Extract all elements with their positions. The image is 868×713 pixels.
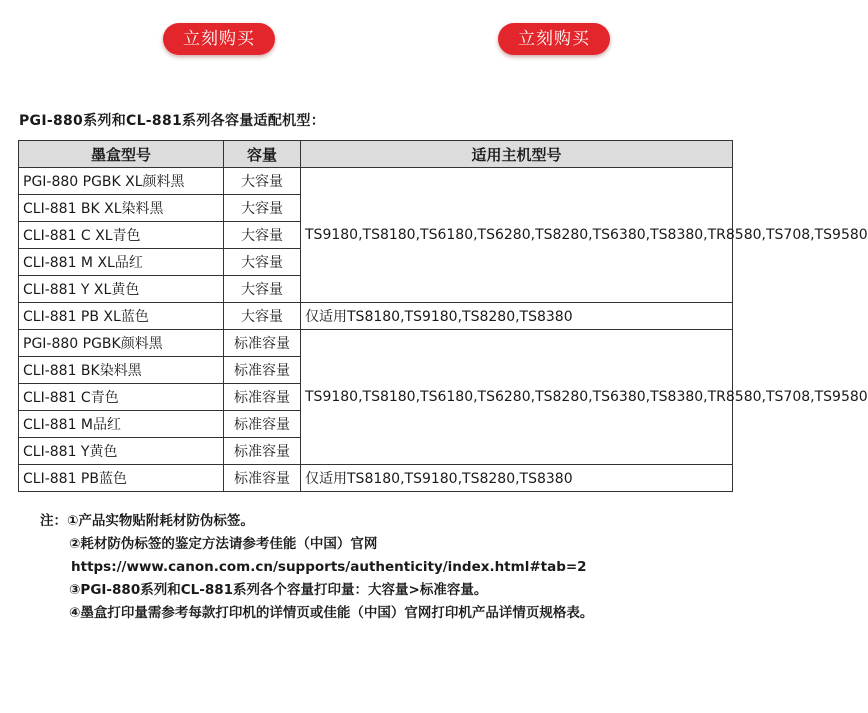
model-cell: CLI-881 C XL青色: [19, 222, 224, 249]
note-line-2: ②耗材防伪标签的鉴定方法请参考佳能（中国）官网: [69, 536, 378, 552]
model-cell: CLI-881 PB蓝色: [19, 465, 224, 492]
notes-section: [40, 510, 593, 625]
model-cell: CLI-881 C青色: [19, 384, 224, 411]
table-row: [19, 303, 733, 330]
model-cell: CLI-881 Y XL黄色: [19, 276, 224, 303]
note-line-3: ③PGI-880系列和CL-881系列各个容量打印量：大容量>标准容量。: [69, 582, 488, 598]
model-cell: CLI-881 PB XL蓝色: [19, 303, 224, 330]
header-capacity: 容量: [224, 141, 301, 168]
model-cell: CLI-881 M品红: [19, 411, 224, 438]
capacity-cell: 大容量: [224, 276, 301, 303]
compatibility-heading: PGI-880系列和CL-881系列各容量适配机型：: [19, 113, 326, 129]
capacity-cell: 大容量: [224, 195, 301, 222]
model-cell: CLI-881 Y黄色: [19, 438, 224, 465]
capacity-cell: 大容量: [224, 249, 301, 276]
model-cell: CLI-881 BK染料黑: [19, 357, 224, 384]
capacity-cell: 大容量: [224, 168, 301, 195]
capacity-cell: 标准容量: [224, 384, 301, 411]
model-cell: PGI-880 PGBK XL颜料黑: [19, 168, 224, 195]
note-line-1: 注：①产品实物贴附耗材防伪标签。: [40, 513, 254, 529]
capacity-cell: 标准容量: [224, 465, 301, 492]
table-row: [19, 168, 733, 195]
header-hosts: 适用主机型号: [301, 141, 733, 168]
buy-now-button-right[interactable]: 立刻购买: [498, 23, 610, 55]
capacity-cell: 大容量: [224, 222, 301, 249]
model-cell: PGI-880 PGBK颜料黑: [19, 330, 224, 357]
capacity-cell: 标准容量: [224, 438, 301, 465]
note-authenticity-url[interactable]: https://www.canon.com.cn/supports/authenticity/index.html#tab=2: [71, 559, 587, 575]
capacity-cell: 标准容量: [224, 357, 301, 384]
note-line-4: ④墨盒打印量需参考每款打印机的详情页或佳能（中国）官网打印机产品详情页规格表。: [69, 605, 594, 621]
header-model: 墨盒型号: [19, 141, 224, 168]
table-row: [19, 330, 733, 357]
capacity-cell: 标准容量: [224, 330, 301, 357]
hosts-cell-xl: TS9180,TS8180,TS6180,TS6280,TS8280,TS6380,TS8380,TR8580,TS708,TS9580: [301, 168, 733, 303]
hosts-cell-pb-standard: 仅适用TS8180,TS9180,TS8280,TS8380: [301, 465, 733, 492]
table-row: [19, 465, 733, 492]
capacity-cell: 标准容量: [224, 411, 301, 438]
model-cell: CLI-881 BK XL染料黑: [19, 195, 224, 222]
capacity-cell: 大容量: [224, 303, 301, 330]
hosts-cell-pb-xl: 仅适用TS8180,TS9180,TS8280,TS8380: [301, 303, 733, 330]
model-cell: CLI-881 M XL品红: [19, 249, 224, 276]
compatibility-table: [18, 140, 868, 492]
hosts-cell-standard: TS9180,TS8180,TS6180,TS6280,TS8280,TS6380,TS8380,TR8580,TS708,TS9580: [301, 330, 733, 465]
buy-now-button-left[interactable]: 立刻购买: [163, 23, 275, 55]
table-header-row: [19, 141, 733, 168]
